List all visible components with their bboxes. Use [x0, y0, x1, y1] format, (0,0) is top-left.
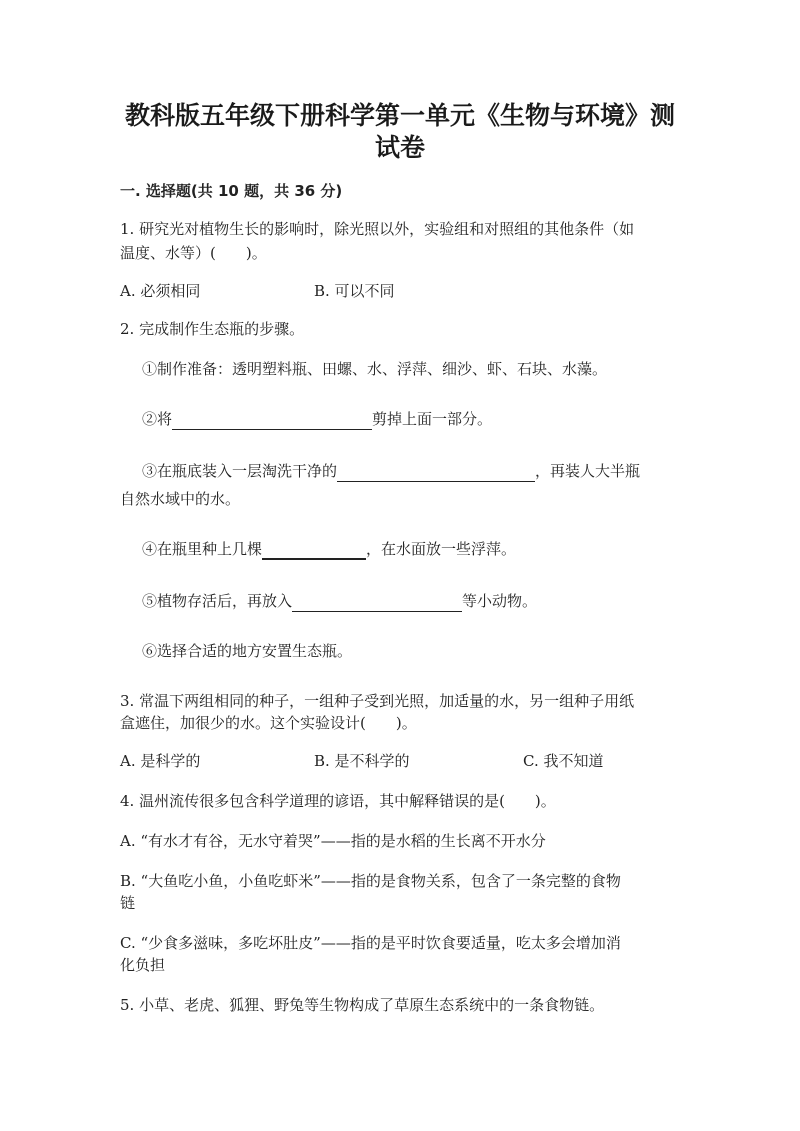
q2-step5 [142, 590, 537, 612]
q2-step4-before: ④在瓶里种上几棵 [142, 540, 263, 558]
q2-stem: 2. 完成制作生态瓶的步骤。 [120, 320, 305, 338]
q2-step2 [142, 408, 492, 430]
q2-step3-before: ③在瓶底装入一层淘洗干净的 [142, 462, 338, 480]
q2-step3-blank [337, 463, 535, 482]
page-title-line1: 教科版五年级下册科学第一单元《生物与环境》测 [124, 101, 675, 130]
q4-option-c-line2: 化负担 [120, 956, 166, 974]
q2-step3-after: ，再装人大半瓶 [535, 462, 641, 480]
q1-option-a: A. 必须相同 [120, 282, 201, 300]
q2-step5-blank [292, 593, 462, 612]
q2-step3 [142, 460, 640, 482]
q2-step4 [142, 538, 516, 560]
q2-step1: ①制作准备：透明塑料瓶、田螺、水、浮萍、细沙、虾、石块、水藻。 [142, 360, 608, 378]
q3-stem-line1: 3. 常温下两组相同的种子，一组种子受到光照，加适量的水，另一组种子用纸 [120, 692, 635, 710]
q4-option-c-line1: C. “少食多滋味，多吃坏肚皮”——指的是平时饮食要适量，吃太多会增加消 [120, 934, 621, 952]
q3-option-a: A. 是科学的 [120, 752, 201, 770]
q2-step5-after: 等小动物。 [462, 592, 538, 610]
q4-stem: 4. 温州流传很多包含科学道理的谚语，其中解释错误的是( )。 [120, 792, 556, 810]
q1-stem-line1: 1. 研究光对植物生长的影响时，除光照以外，实验组和对照组的其他条件（如 [120, 220, 635, 238]
q1-option-b: B. 可以不同 [314, 282, 395, 300]
q4-option-a: A. “有水才有谷，无水守着哭”——指的是水稻的生长离不开水分 [120, 832, 546, 850]
q2-step2-blank [172, 411, 372, 430]
q3-option-b: B. 是不科学的 [314, 752, 410, 770]
page-title-line2: 试卷 [374, 133, 425, 162]
q4-option-b-line1: B. “大鱼吃小鱼，小鱼吃虾米”——指的是食物关系，包含了一条完整的食物 [120, 872, 621, 890]
q2-step6: ⑥选择合适的地方安置生态瓶。 [142, 642, 353, 660]
q1-stem-line2: 温度、水等）( )。 [120, 244, 267, 262]
q2-step4-blank [262, 540, 366, 560]
q3-stem-line2: 盒遮住，加很少的水。这个实验设计( )。 [120, 714, 417, 732]
q2-step2-before: ②将 [142, 410, 173, 428]
q2-step5-before: ⑤植物存活后，再放入 [142, 592, 293, 610]
q2-step2-after: 剪掉上面一部分。 [372, 410, 493, 428]
section-heading: 一. 选择题(共 10 题，共 36 分) [120, 182, 343, 200]
q5-stem: 5. 小草、老虎、狐狸、野兔等生物构成了草原生态系统中的一条食物链。 [120, 996, 605, 1014]
q4-option-b-line2: 链 [120, 894, 136, 912]
q2-step3-line2: 自然水域中的水。 [120, 490, 241, 508]
q3-option-c: C. 我不知道 [523, 752, 604, 770]
q2-step4-after: ，在水面放一些浮萍。 [366, 540, 517, 558]
